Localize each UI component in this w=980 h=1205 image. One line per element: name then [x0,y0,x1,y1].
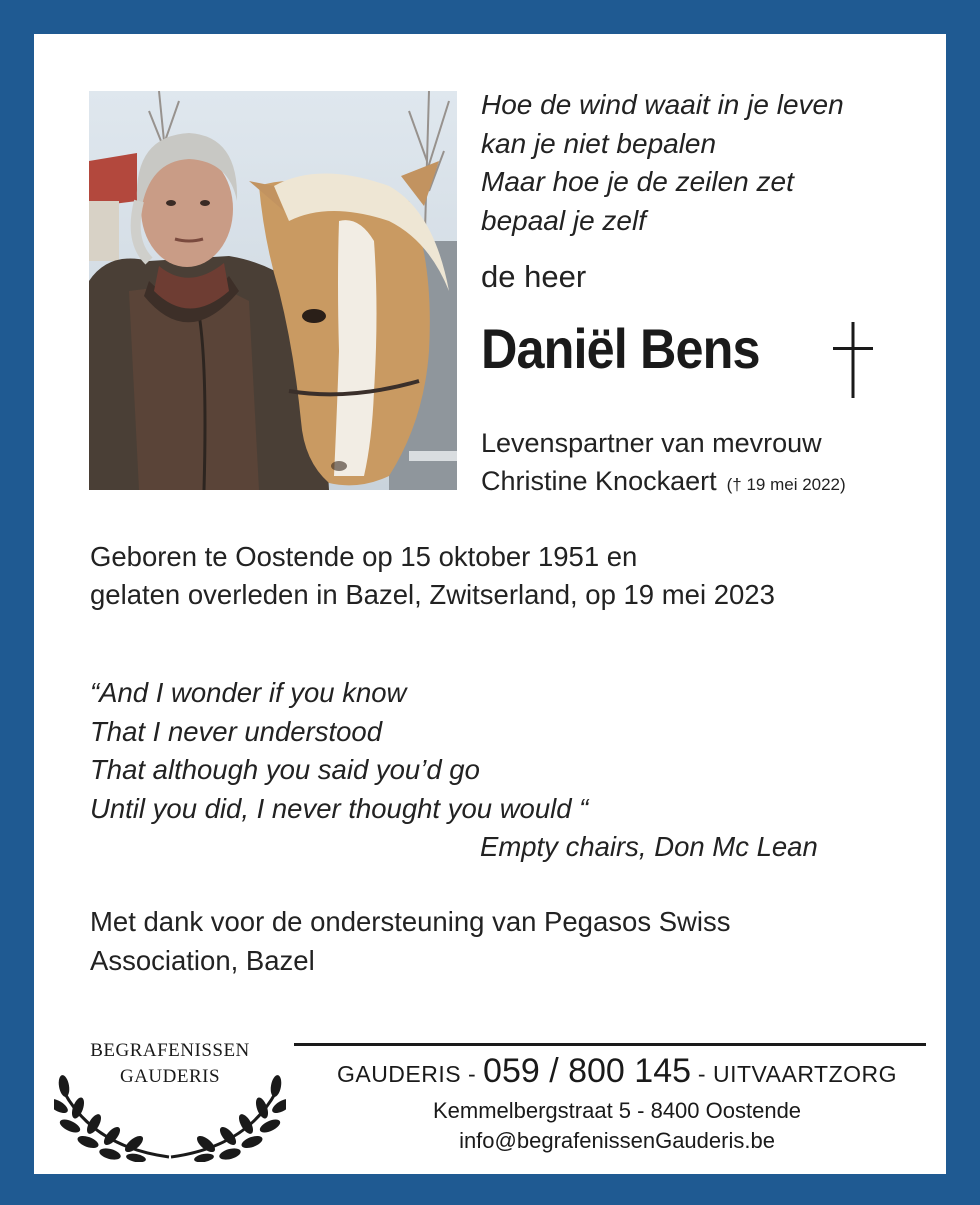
laurel-wreath-icon [54,1062,286,1162]
deceased-name: Daniël Bens [481,317,760,380]
quote-line: Until you did, I never thought you would “ [90,792,589,824]
thanks-note [90,903,731,980]
partner-info [481,424,846,504]
phone-number: 059 / 800 145 [483,1052,692,1090]
partner-name: Christine Knockaert [481,466,717,496]
motto-line: bepaal je zelf [481,204,647,236]
logo-line: GAUDERIS [119,1066,221,1087]
funeral-home-logo [54,1038,286,1164]
quote-line: “And I wonder if you know [90,677,407,708]
motto-line: kan je niet bepalen [481,127,717,159]
contact-divider [294,1043,926,1046]
thanks-line: Met dank voor de ondersteuning van Pegasos Swiss [90,906,731,937]
quote-line: That although you said you’d go [90,754,480,785]
song-quote [90,674,818,867]
logo-line: BEGRAFENISSEN [90,1040,250,1061]
contact-phone-line [294,1052,940,1091]
funeral-home-name: GAUDERIS - [336,1061,484,1087]
cross-icon [830,320,876,400]
motto-verse [481,86,844,240]
birth-death-info [90,538,775,614]
portrait-photo [89,91,457,490]
motto-line: Maar hoe je de zeilen zet [481,166,794,197]
quote-attribution: Empty chairs, Don Mc Lean [480,831,818,862]
motto-line: Hoe de wind waait in je leven [481,89,844,120]
service-label: - UITVAARTZORG [691,1061,898,1087]
death-line: gelaten overleden in Bazel, Zwitserland, op 19 mei 2023 [90,579,775,610]
address: Kemmelbergstraat 5 - 8400 Oostende [432,1098,802,1123]
birth-line: Geboren te Oostende op 15 oktober 1951 en [90,541,638,572]
partner-death-note: († 19 mei 2022) [726,475,846,494]
quote-line: That I never understood [90,715,382,747]
partner-line: Levenspartner van mevrouw [481,428,822,458]
email: info@begrafenissenGauderis.be [459,1128,775,1153]
thanks-line: Association, Bazel [90,944,315,976]
honorific: de heer [481,259,587,294]
